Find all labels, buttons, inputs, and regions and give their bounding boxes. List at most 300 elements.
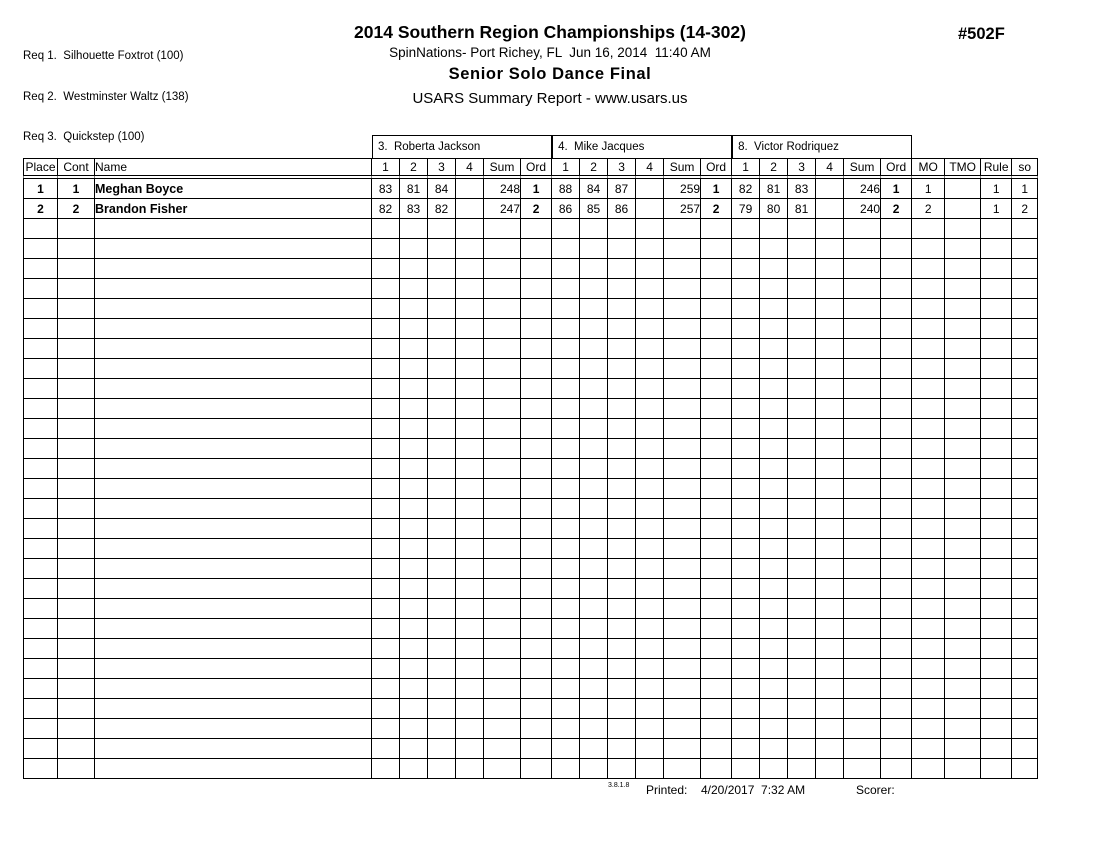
tmo-cell: [945, 199, 981, 219]
empty-row: [23, 699, 1038, 719]
score-cell: [636, 199, 664, 219]
empty-row: [23, 479, 1038, 499]
score-cell: [816, 439, 844, 459]
ord-cell: [521, 419, 552, 439]
score-cell: [732, 279, 760, 299]
tmo-cell: [945, 339, 981, 359]
score-cell: [788, 319, 816, 339]
sum-cell: [484, 259, 521, 279]
sum-cell: [484, 619, 521, 639]
score-cell: [428, 619, 456, 639]
sum-cell: [844, 679, 881, 699]
sum-cell: [484, 539, 521, 559]
score-cell: [732, 459, 760, 479]
score-cell: [816, 459, 844, 479]
score-cell: 83: [400, 199, 428, 219]
sum-cell: [844, 399, 881, 419]
score-cell: [372, 599, 400, 619]
sum-cell: [484, 479, 521, 499]
ord-cell: [701, 559, 732, 579]
so-cell: [1012, 419, 1038, 439]
score-cell: [428, 299, 456, 319]
score-cell: [732, 639, 760, 659]
score-cell: [636, 279, 664, 299]
empty-row: [23, 759, 1038, 779]
score-cell: [788, 259, 816, 279]
score-cell: [608, 379, 636, 399]
so-cell: [1012, 239, 1038, 259]
score-cell: [400, 559, 428, 579]
sum-cell: [664, 479, 701, 499]
score-cell: [636, 659, 664, 679]
name-cell: [95, 379, 372, 399]
sum-cell: [844, 339, 881, 359]
score-cell: [552, 339, 580, 359]
empty-row: [23, 559, 1038, 579]
mo-cell: [912, 359, 945, 379]
mo-cell: [912, 759, 945, 779]
col-j1-trial-3: 3: [428, 159, 456, 179]
score-cell: [636, 359, 664, 379]
cont-cell: [58, 559, 95, 579]
place-cell: [23, 219, 58, 239]
rule-cell: [981, 619, 1012, 639]
sum-cell: [664, 419, 701, 439]
score-cell: 79: [732, 199, 760, 219]
empty-row: [23, 599, 1038, 619]
cont-cell: [58, 499, 95, 519]
score-cell: [372, 559, 400, 579]
score-cell: [816, 359, 844, 379]
rule-cell: 1: [981, 179, 1012, 199]
sum-cell: [844, 639, 881, 659]
score-cell: [428, 559, 456, 579]
score-cell: [760, 679, 788, 699]
ord-cell: [881, 599, 912, 619]
score-cell: [428, 719, 456, 739]
empty-row: [23, 219, 1038, 239]
score-cell: [580, 259, 608, 279]
sum-cell: [484, 299, 521, 319]
sum-cell: [484, 719, 521, 739]
ord-cell: [701, 239, 732, 259]
tmo-cell: [945, 219, 981, 239]
ord-cell: [881, 559, 912, 579]
score-cell: [608, 219, 636, 239]
tmo-cell: [945, 679, 981, 699]
rule-cell: [981, 539, 1012, 559]
name-cell: [95, 299, 372, 319]
tmo-cell: [945, 519, 981, 539]
tmo-cell: [945, 359, 981, 379]
cont-cell: [58, 459, 95, 479]
sum-cell: [484, 559, 521, 579]
score-cell: [580, 299, 608, 319]
ord-cell: [521, 599, 552, 619]
score-cell: [816, 259, 844, 279]
score-cell: [788, 379, 816, 399]
judge-3-header: 8. Victor Rodriquez: [732, 135, 912, 159]
ord-cell: [881, 319, 912, 339]
score-cell: [732, 479, 760, 499]
score-cell: [428, 639, 456, 659]
ord-cell: 1: [521, 179, 552, 199]
name-cell: [95, 639, 372, 659]
score-cell: [732, 339, 760, 359]
col-j2-ord: Ord: [701, 159, 732, 179]
ord-cell: [701, 219, 732, 239]
ord-cell: [701, 739, 732, 759]
score-cell: [580, 679, 608, 699]
rule-cell: [981, 699, 1012, 719]
mo-cell: [912, 219, 945, 239]
score-cell: [428, 319, 456, 339]
rule-cell: [981, 579, 1012, 599]
col-j1-ord: Ord: [521, 159, 552, 179]
ord-cell: [701, 499, 732, 519]
col-j3-trial-3: 3: [788, 159, 816, 179]
sum-cell: [484, 339, 521, 359]
score-cell: [552, 419, 580, 439]
judge-1-header: 3. Roberta Jackson: [372, 135, 552, 159]
printed-label: Printed:: [646, 783, 688, 797]
empty-row: [23, 519, 1038, 539]
score-cell: [732, 219, 760, 239]
score-cell: [788, 759, 816, 779]
score-cell: [608, 559, 636, 579]
score-cell: [428, 399, 456, 419]
score-cell: [732, 359, 760, 379]
ord-cell: [701, 679, 732, 699]
ord-cell: [701, 439, 732, 459]
score-cell: [428, 679, 456, 699]
ord-cell: [881, 539, 912, 559]
sum-cell: [664, 539, 701, 559]
score-cell: [816, 739, 844, 759]
sum-cell: [664, 339, 701, 359]
tmo-cell: [945, 559, 981, 579]
score-cell: [552, 379, 580, 399]
score-cell: [580, 399, 608, 419]
ord-cell: [701, 519, 732, 539]
score-cell: [608, 659, 636, 679]
mo-cell: [912, 279, 945, 299]
ord-cell: [701, 399, 732, 419]
score-cell: [552, 479, 580, 499]
score-cell: [428, 459, 456, 479]
score-cell: [636, 299, 664, 319]
score-cell: [788, 459, 816, 479]
ord-cell: [521, 239, 552, 259]
score-cell: [580, 579, 608, 599]
sum-cell: [664, 239, 701, 259]
score-cell: [372, 259, 400, 279]
score-cell: [428, 539, 456, 559]
score-cell: [456, 379, 484, 399]
score-cell: [788, 619, 816, 639]
ord-cell: [701, 419, 732, 439]
sum-cell: [844, 379, 881, 399]
so-cell: [1012, 639, 1038, 659]
event-title: Senior Solo Dance Final: [448, 65, 652, 83]
score-cell: [608, 759, 636, 779]
so-cell: [1012, 459, 1038, 479]
col-mo: MO: [912, 159, 945, 179]
score-cell: [372, 419, 400, 439]
col-j1-trial-2: 2: [400, 159, 428, 179]
ord-cell: [521, 699, 552, 719]
tmo-cell: [945, 279, 981, 299]
name-cell: [95, 319, 372, 339]
score-cell: [760, 539, 788, 559]
so-cell: [1012, 219, 1038, 239]
ord-cell: [521, 559, 552, 579]
score-cell: [400, 479, 428, 499]
place-cell: [23, 519, 58, 539]
place-cell: [23, 719, 58, 739]
rule-cell: [981, 639, 1012, 659]
score-cell: 84: [428, 179, 456, 199]
score-cell: [400, 239, 428, 259]
score-cell: [400, 419, 428, 439]
ord-cell: [701, 619, 732, 639]
place-cell: [23, 639, 58, 659]
score-cell: [456, 459, 484, 479]
score-cell: [760, 499, 788, 519]
score-cell: [608, 239, 636, 259]
ord-cell: [521, 619, 552, 639]
score-cell: [456, 559, 484, 579]
tmo-cell: [945, 699, 981, 719]
cont-cell: [58, 619, 95, 639]
score-cell: [428, 239, 456, 259]
name-cell: [95, 579, 372, 599]
place-cell: [23, 359, 58, 379]
rule-cell: [981, 459, 1012, 479]
score-cell: [400, 299, 428, 319]
ord-cell: [881, 339, 912, 359]
score-cell: [552, 519, 580, 539]
ord-cell: [701, 639, 732, 659]
score-cell: [400, 739, 428, 759]
tmo-cell: [945, 319, 981, 339]
score-cell: [732, 559, 760, 579]
cont-cell: [58, 599, 95, 619]
skater-row: [23, 199, 1038, 219]
name-cell: [95, 279, 372, 299]
score-cell: [636, 219, 664, 239]
cont-cell: [58, 419, 95, 439]
ord-cell: [881, 399, 912, 419]
sum-cell: [484, 699, 521, 719]
ord-cell: [881, 619, 912, 639]
score-cell: [580, 759, 608, 779]
empty-row: [23, 359, 1038, 379]
score-cell: [608, 719, 636, 739]
ord-cell: [881, 279, 912, 299]
place-cell: [23, 539, 58, 559]
name-cell: Meghan Boyce: [95, 179, 372, 199]
ord-cell: [701, 279, 732, 299]
sum-cell: [484, 739, 521, 759]
score-table-body: [23, 135, 1038, 779]
score-cell: [428, 279, 456, 299]
col-place: Place: [23, 159, 58, 179]
ord-cell: 2: [881, 199, 912, 219]
cont-cell: [58, 739, 95, 759]
score-cell: [816, 279, 844, 299]
score-cell: [552, 499, 580, 519]
score-cell: [580, 519, 608, 539]
score-cell: [816, 179, 844, 199]
ord-cell: [701, 539, 732, 559]
ord-cell: [701, 339, 732, 359]
score-cell: [552, 639, 580, 659]
ord-cell: [521, 479, 552, 499]
ord-cell: [521, 379, 552, 399]
mo-cell: [912, 479, 945, 499]
sum-cell: [844, 599, 881, 619]
ord-cell: [881, 639, 912, 659]
name-cell: [95, 219, 372, 239]
score-cell: [552, 739, 580, 759]
score-cell: [580, 479, 608, 499]
place-cell: [23, 439, 58, 459]
score-cell: [732, 499, 760, 519]
software-version: 3.8.1.8: [608, 782, 630, 789]
so-cell: [1012, 479, 1038, 499]
score-cell: [732, 739, 760, 759]
sum-cell: [484, 579, 521, 599]
ord-cell: [881, 759, 912, 779]
cont-cell: [58, 679, 95, 699]
name-cell: [95, 339, 372, 359]
place-cell: [23, 259, 58, 279]
score-cell: [372, 239, 400, 259]
score-cell: [400, 599, 428, 619]
mo-cell: [912, 739, 945, 759]
cont-cell: [58, 659, 95, 679]
place-cell: [23, 299, 58, 319]
score-cell: [428, 519, 456, 539]
cont-cell: [58, 539, 95, 559]
score-cell: [636, 499, 664, 519]
score-cell: [788, 499, 816, 519]
score-cell: [552, 579, 580, 599]
mo-cell: [912, 559, 945, 579]
name-cell: [95, 519, 372, 539]
name-cell: [95, 479, 372, 499]
score-cell: [608, 399, 636, 419]
score-cell: [732, 259, 760, 279]
mo-cell: [912, 619, 945, 639]
score-cell: [456, 279, 484, 299]
score-cell: [732, 319, 760, 339]
score-cell: [760, 239, 788, 259]
empty-row: [23, 339, 1038, 359]
rule-cell: [981, 659, 1012, 679]
mo-cell: [912, 339, 945, 359]
rule-cell: [981, 739, 1012, 759]
score-cell: [400, 659, 428, 679]
score-cell: [760, 759, 788, 779]
tmo-cell: [945, 459, 981, 479]
ord-cell: [701, 699, 732, 719]
place-cell: [23, 619, 58, 639]
score-cell: [580, 359, 608, 379]
ord-cell: [881, 219, 912, 239]
tmo-cell: [945, 739, 981, 759]
score-cell: [372, 759, 400, 779]
ord-cell: [521, 659, 552, 679]
ord-cell: 1: [881, 179, 912, 199]
name-cell: [95, 499, 372, 519]
score-cell: [788, 579, 816, 599]
sum-cell: [844, 459, 881, 479]
score-cell: [788, 339, 816, 359]
score-cell: [428, 379, 456, 399]
score-cell: [788, 359, 816, 379]
ord-cell: [881, 739, 912, 759]
sum-cell: [664, 299, 701, 319]
rule-cell: [981, 559, 1012, 579]
sum-cell: [844, 439, 881, 459]
ord-cell: [701, 599, 732, 619]
empty-row: [23, 319, 1038, 339]
ord-cell: [881, 419, 912, 439]
sum-cell: [664, 399, 701, 419]
ord-cell: [521, 399, 552, 419]
col-j2-trial-4: 4: [636, 159, 664, 179]
score-cell: [732, 419, 760, 439]
score-cell: [580, 459, 608, 479]
rule-cell: [981, 479, 1012, 499]
so-cell: [1012, 659, 1038, 679]
place-cell: [23, 579, 58, 599]
score-cell: 82: [372, 199, 400, 219]
score-cell: [608, 439, 636, 459]
ord-cell: [701, 719, 732, 739]
sum-cell: [484, 359, 521, 379]
so-cell: [1012, 599, 1038, 619]
score-cell: [760, 439, 788, 459]
score-cell: 83: [372, 179, 400, 199]
score-cell: 81: [788, 199, 816, 219]
cont-cell: [58, 339, 95, 359]
mo-cell: [912, 239, 945, 259]
sum-cell: [664, 559, 701, 579]
score-cell: [372, 279, 400, 299]
rule-cell: [981, 759, 1012, 779]
so-cell: [1012, 499, 1038, 519]
score-cell: [816, 759, 844, 779]
score-cell: [732, 659, 760, 679]
place-cell: [23, 279, 58, 299]
ord-cell: [701, 319, 732, 339]
empty-row: [23, 379, 1038, 399]
tmo-cell: [945, 639, 981, 659]
score-cell: [456, 339, 484, 359]
place-cell: [23, 759, 58, 779]
score-cell: [400, 319, 428, 339]
so-cell: [1012, 279, 1038, 299]
score-cell: [760, 419, 788, 439]
empty-row: [23, 419, 1038, 439]
rule-cell: [981, 359, 1012, 379]
score-cell: 81: [760, 179, 788, 199]
score-cell: [608, 739, 636, 759]
score-cell: [732, 299, 760, 319]
